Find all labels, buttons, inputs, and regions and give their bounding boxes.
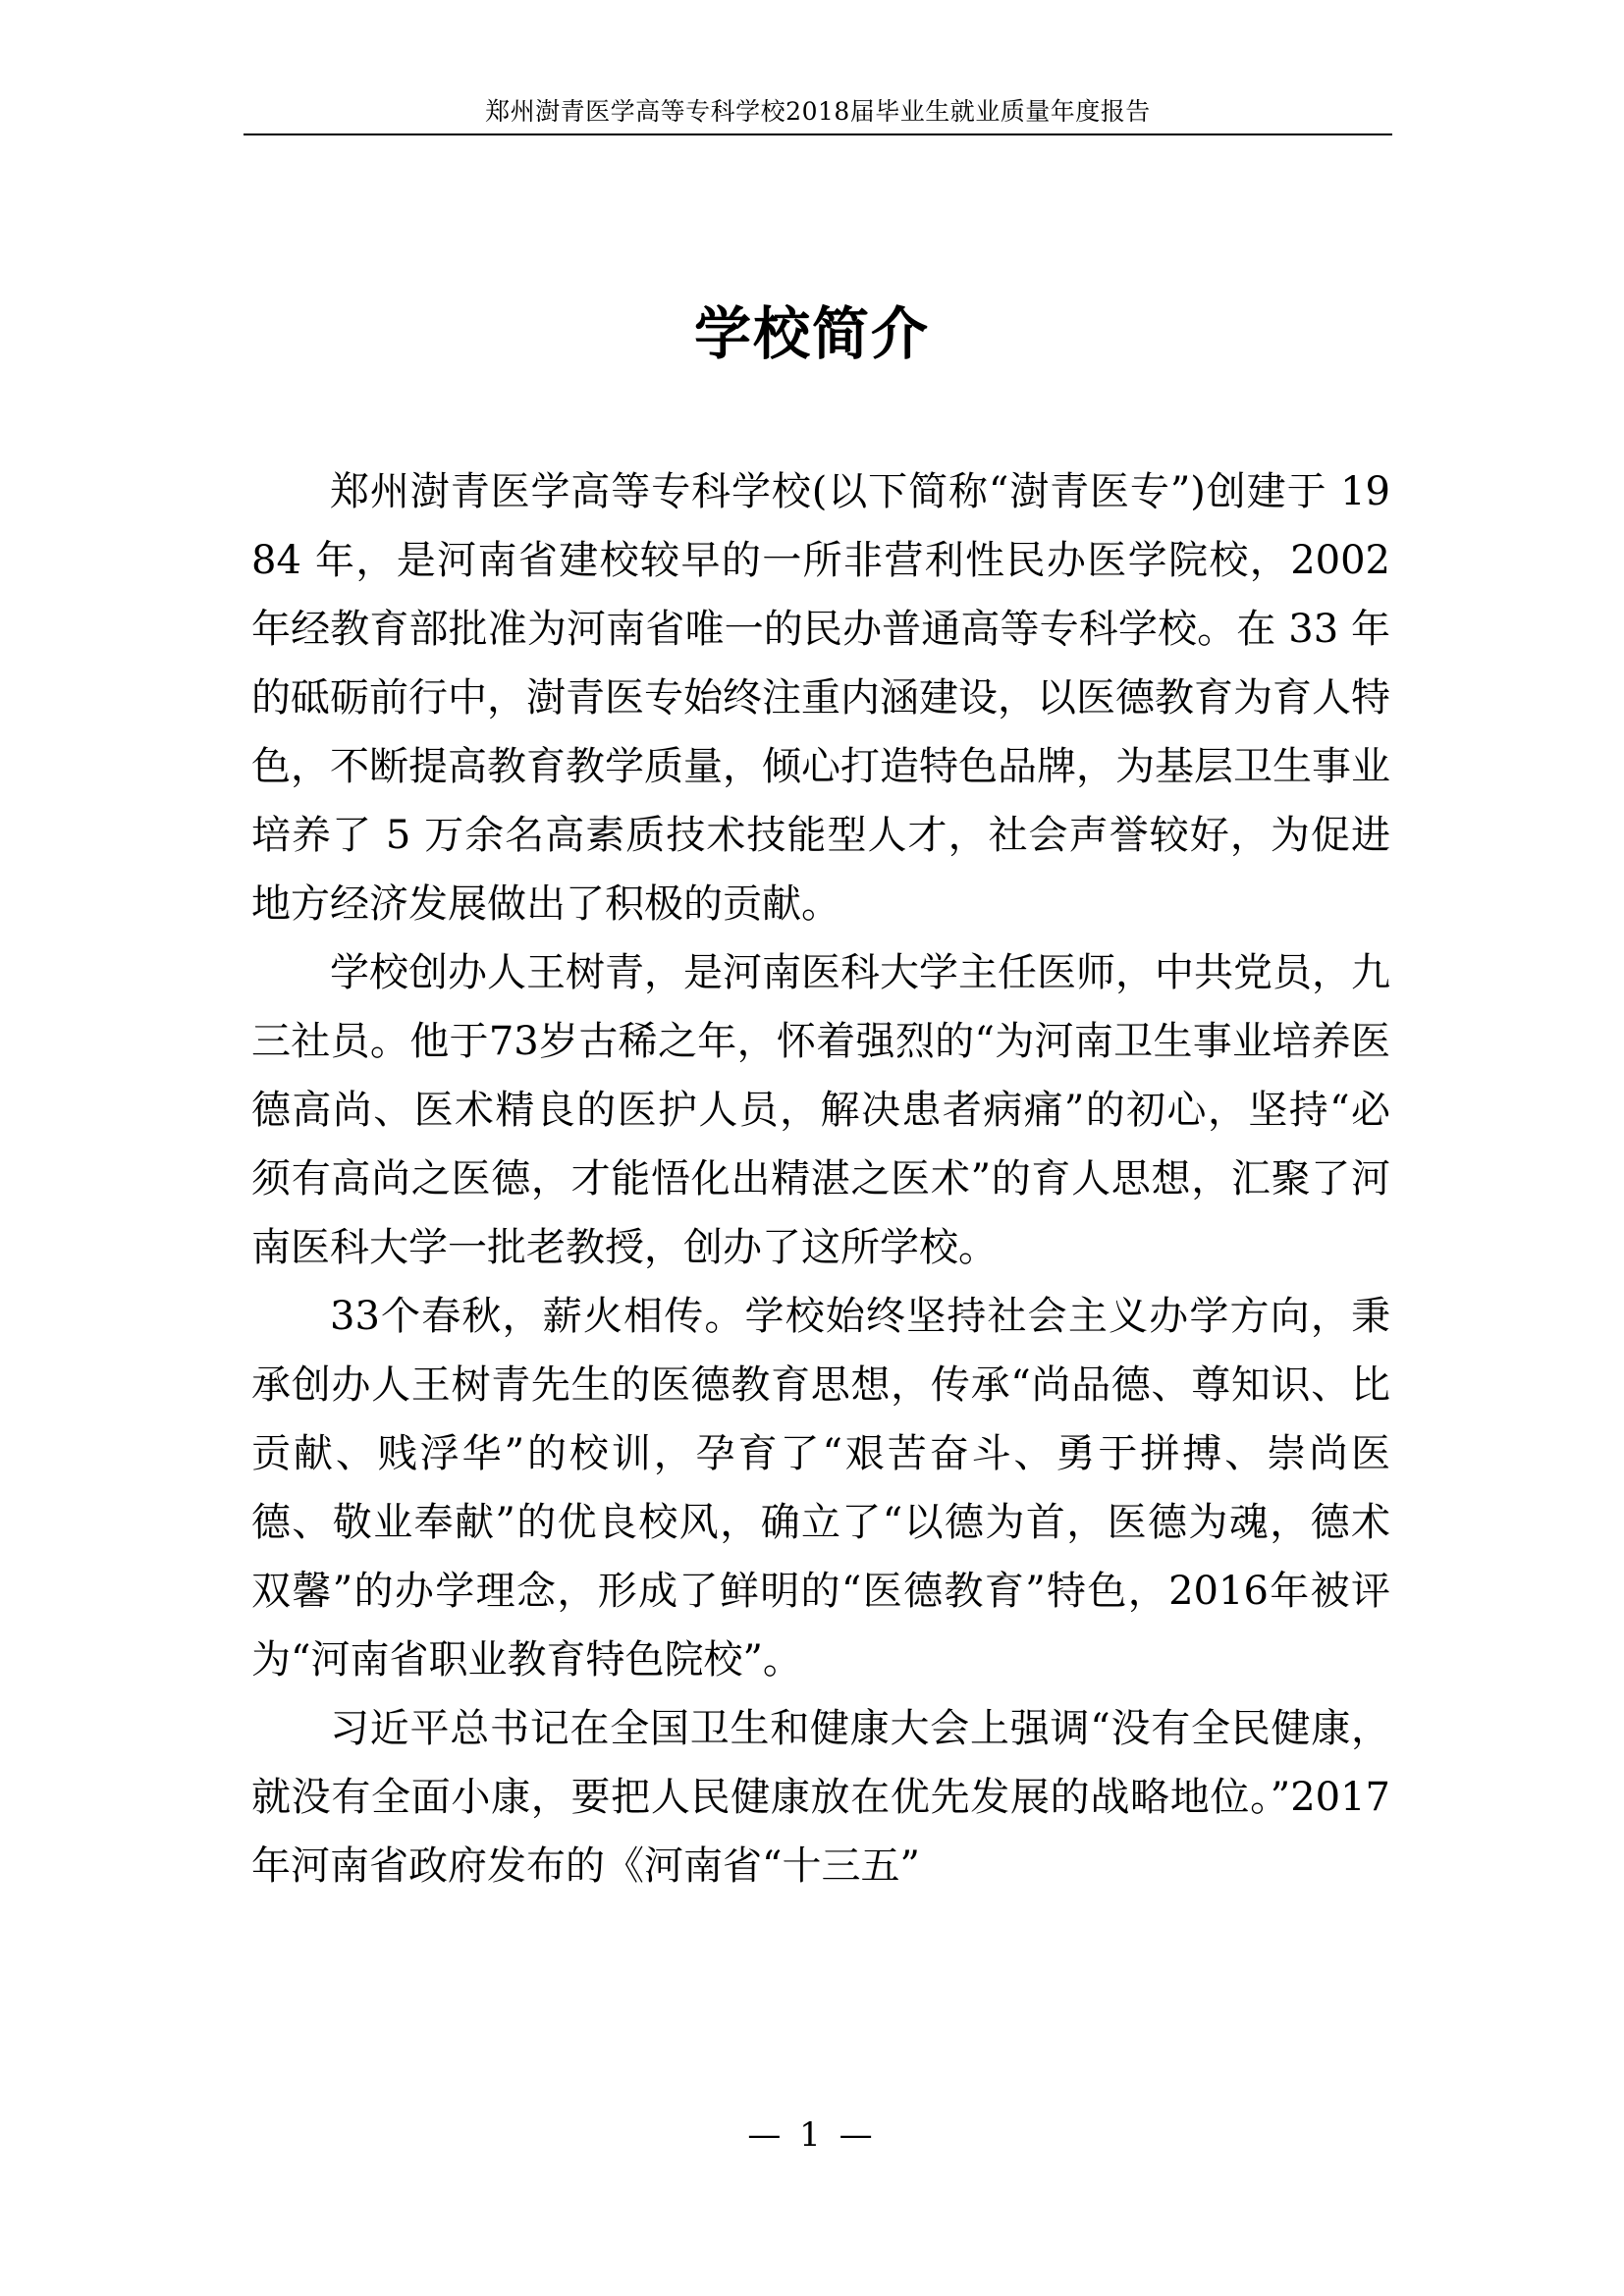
running-header-title: 郑州澍青医学高等专科学校2018届毕业生就业质量年度报告 <box>485 97 1151 126</box>
paragraph-introduction: 郑州澍青医学高等专科学校(以下简称“澍青医专”)创建于 1984 年，是河南省建校较早的一所非营利性民办医学院校，2002 年经教育部批准为河南省唯一的民办普通高等专科学校。在 33 年的砥砺前行中，澍青医专始终注重内涵建设，以医德教育为育人特色，不断提高教育教学质量，倾心打造特色品牌，为基层卫生事业培养了 5 万余名高素质技术技能型人才，社会声誉较好，为促进地方经济发展做出了积极的贡献。 <box>251 469 1390 927</box>
paragraph-founder: 学校创办人王树青，是河南医科大学主任医师，中共党员，九三社员。他于73岁古稀之年，怀着强烈的“为河南卫生事业培养医德高尚、医术精良的医护人员，解决患者病痛”的初心，坚持“必须有高尚之医德，才能悟化出精湛之医术”的育人思想，汇聚了河南医科大学一批老教授，创办了这所学校。 <box>251 950 1390 1270</box>
running-header <box>244 90 1392 135</box>
paragraph-history: 33个春秋，薪火相传。学校始终坚持社会主义办学方向，秉承创办人王树青先生的医德教育思想，传承“尚品德、尊知识、比贡献、贱浮华”的校训，孕育了“艰苦奋斗、勇于拼搏、崇尚医德、敬业奉献”的优良校风，确立了“以德为首，医德为魂，德术双馨”的办学理念，形成了鲜明的“医德教育”特色，2016年被评为“河南省职业教育特色院校”。 <box>251 1294 1390 1682</box>
page-title: 学校简介 <box>693 300 930 367</box>
page-number: — 1 — <box>747 2115 877 2155</box>
document-body <box>251 457 1390 1900</box>
paragraph-policy: 习近平总书记在全国卫生和健康大会上强调“没有全民健康，就没有全面小康，要把人民健康放在优先发展的战略地位。”2017 年河南省政府发布的《河南省“十三五” <box>251 1706 1390 1889</box>
